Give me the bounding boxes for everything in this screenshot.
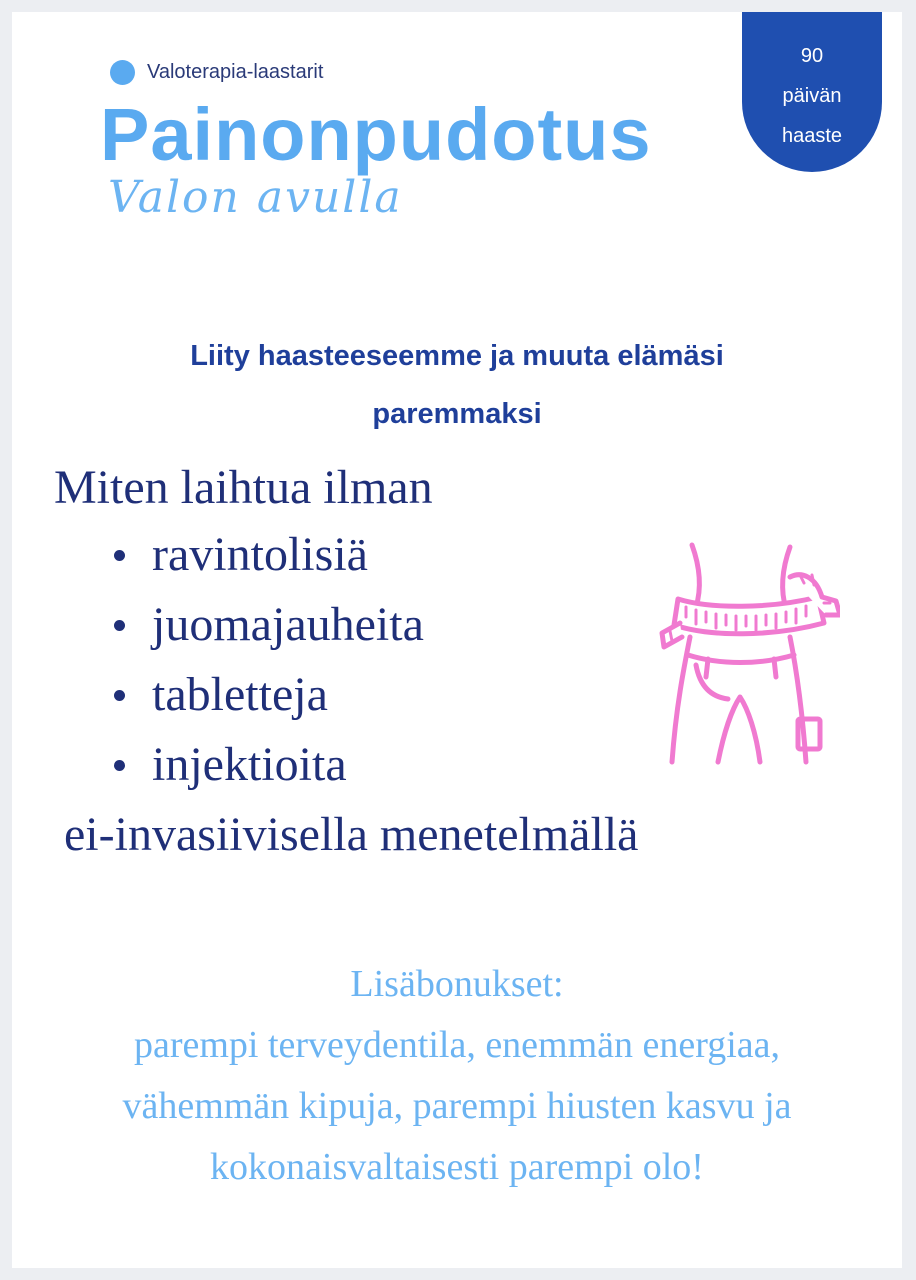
list-item: injektioita [108,730,424,800]
poster-title: Painonpudotus [100,93,652,176]
poster [12,12,902,1268]
brand-label: Valoterapia-laastarit [147,61,324,83]
brand-row [110,60,323,85]
bonus-line: vähemmän kipuja, parempi hiusten kasvu ja [122,1085,792,1127]
bonus-section [12,954,902,1198]
list-item: tabletteja [108,660,424,730]
challenge-badge [742,12,882,172]
badge-line: päivän [782,85,842,107]
bonus-line: kokonaisvaltaisesti parempi olo! [210,1146,704,1188]
list-item: juomajauheita [108,590,424,660]
poster-subtitle: Valon avulla [108,172,403,223]
waist-measuring-tape-icon [640,537,840,767]
tagline [12,327,902,443]
badge-line: haaste [781,125,843,147]
tagline-line: Liity haasteeseemme ja muuta elämäsi [190,340,724,372]
method-text: ei-invasiivisella menetelmällä [64,808,639,861]
brand-dot-icon [110,60,135,85]
bullet-list [108,520,424,800]
list-item: ravintolisiä [108,520,424,590]
bonus-heading: Lisäbonukset: [350,963,564,1005]
badge-line: 90 [800,45,824,67]
bonus-line: parempi terveydentila, enemmän energiaa, [133,1024,781,1066]
tagline-line: paremmaksi [372,398,542,430]
question-heading: Miten laihtua ilman [54,461,433,514]
